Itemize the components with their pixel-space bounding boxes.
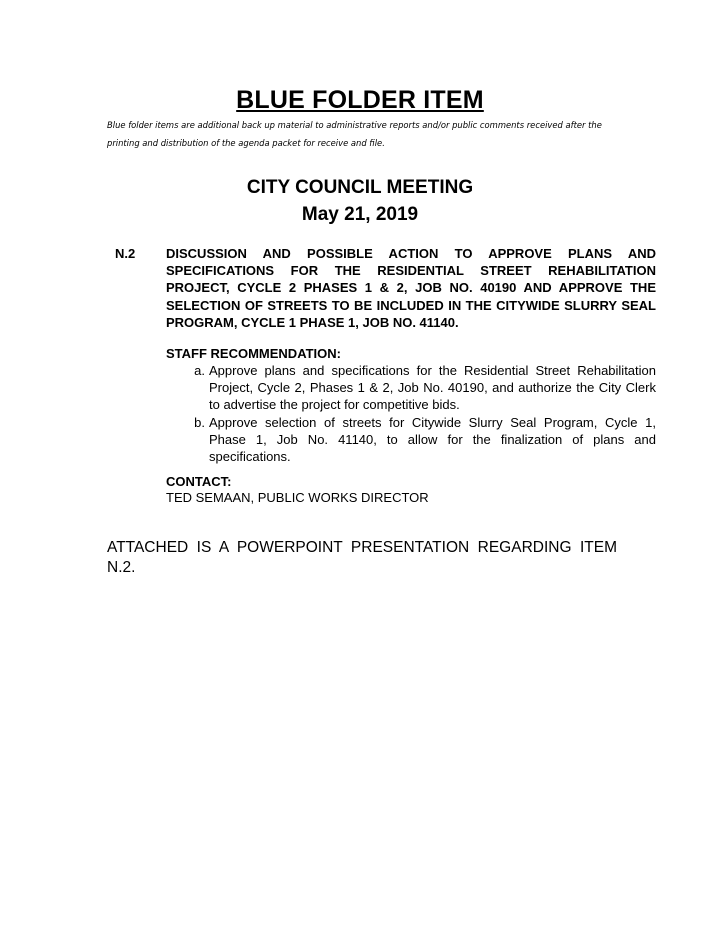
attachment-note: ATTACHED IS A POWERPOINT PRESENTATION REGARDING ITEM N.2. — [107, 539, 617, 576]
meeting-name: CITY COUNCIL MEETING — [246, 177, 474, 198]
item-number: N.2 — [115, 246, 136, 261]
recommendation-item — [166, 362, 656, 414]
recommendation-heading: STAFF RECOMMENDATION: — [166, 346, 341, 361]
recommendation-list — [166, 362, 656, 465]
document-subtitle: Blue folder items are additional back up material to administrative reports and/or public comments received after the printing and distribution of the agenda packet for receive and file. — [107, 120, 602, 148]
recommendation-marker: b. — [194, 414, 205, 430]
document-title: BLUE FOLDER ITEM — [236, 86, 484, 114]
meeting-date: May 21, 2019 — [301, 204, 419, 225]
recommendation-text: Approve plans and specifications for the Residential Street Rehabilitation Project, Cycle 2, Phases 1 & 2, Job No. 40190, and authorize the City Clerk to advertise the project for competitive bids. — [209, 363, 656, 413]
item-description: DISCUSSION AND POSSIBLE ACTION TO APPROVE PLANS AND SPECIFICATIONS FOR THE RESIDENTIAL STREET REHABILITATION PROJECT, CYCLE 2 PHASES 1 & 2, JOB NO. 40190 AND APPROVE THE SELECTION OF STREETS TO BE INCLUDED IN THE CITYWIDE SLURRY SEAL PROGRAM, CYCLE 1 PHASE 1, JOB NO. 41140. — [166, 246, 656, 330]
contact-heading: CONTACT: — [166, 474, 232, 489]
contact-name: TED SEMAAN, PUBLIC WORKS DIRECTOR — [166, 490, 429, 505]
recommendation-item — [166, 414, 656, 466]
meeting-heading — [0, 174, 720, 228]
recommendation-marker: a. — [194, 363, 205, 378]
recommendation-text: Approve selection of streets for Citywide Slurry Seal Program, Cycle 1, Phase 1, Job No. 41140, to allow for the finalization of plans and specifications. — [209, 414, 656, 465]
